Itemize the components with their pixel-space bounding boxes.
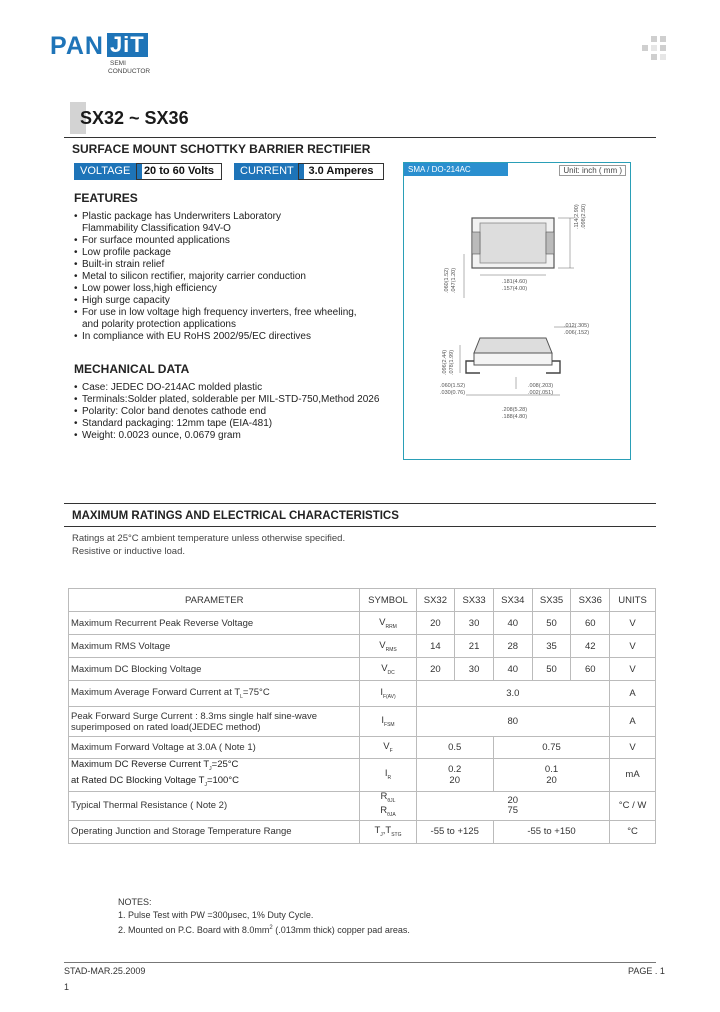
list-item: • Low power loss,high efficiency: [74, 283, 357, 295]
value-cell: 42: [571, 635, 610, 658]
param-cell: Maximum Recurrent Peak Reverse Voltage: [69, 612, 360, 635]
ratings-note-2: Resistive or inductive load.: [72, 546, 185, 557]
page-title: SX32 ~ SX36: [80, 108, 189, 128]
list-item: • In compliance with EU RoHS 2002/95/EC directives: [74, 331, 357, 343]
features-heading: FEATURES: [74, 191, 138, 205]
value-cell: 50: [532, 612, 571, 635]
list-item: • Metal to silicon rectifier, majority carrier conduction: [74, 271, 357, 283]
unit-cell: A: [610, 681, 656, 707]
logo-subtitle: [108, 60, 150, 76]
table-row: [69, 658, 656, 681]
param-cell: Typical Thermal Resistance ( Note 2): [69, 791, 360, 820]
header-sx34: SX34: [493, 589, 532, 612]
ratings-heading: MAXIMUM RATINGS AND ELECTRICAL CHARACTERISTICS: [72, 510, 399, 522]
value-cell: 50: [532, 658, 571, 681]
value-cell: -55 to +150: [493, 820, 609, 843]
symbol-cell: $V_{RRM}$: [360, 612, 416, 635]
logo-sub-semi: SEMI: [110, 60, 126, 67]
header-sx32: SX32: [416, 589, 455, 612]
dim-label: .060(1.52) .030(0.76): [440, 383, 466, 396]
footer-date: STAD-MAR.25.2009: [64, 966, 146, 976]
value-cell: 20 75: [416, 791, 610, 820]
list-item: and polarity protection applications: [82, 319, 236, 330]
footer-rule: [64, 962, 656, 963]
value-cell: 40: [493, 658, 532, 681]
current-value: 3.0 Amperes: [298, 163, 384, 180]
dim-label: .060(1.52) .047(1.20): [444, 267, 457, 293]
symbol-cell: $V_F$: [360, 737, 416, 759]
value-cell: 0.2 20: [416, 759, 493, 792]
header-units: UNITS: [610, 589, 656, 612]
unit-cell: V: [610, 635, 656, 658]
unit-cell: V: [610, 612, 656, 635]
title-rule: [64, 137, 656, 138]
notes-heading: NOTES:: [118, 897, 152, 907]
table-row: [69, 791, 656, 820]
subtitle: SURFACE MOUNT SCHOTTKY BARRIER RECTIFIER: [72, 142, 371, 156]
value-cell: 20: [416, 658, 455, 681]
value-cell: 0.1 20: [493, 759, 609, 792]
param-cell: Peak Forward Surge Current : 8.3ms single half sine-wave superimposed on rated load(JEDEC method): [69, 707, 360, 737]
note-1: 1. Pulse Test with PW =300μsec, 1% Duty Cycle.: [118, 910, 314, 920]
list-item: • For surface mounted applications: [74, 235, 357, 247]
dim-label: .208(5.28) .188(4.80): [502, 407, 528, 420]
panjit-logo: [50, 32, 148, 61]
dim-label: .012(.305) .006(.152): [564, 323, 590, 336]
value-cell: 30: [455, 612, 494, 635]
footer-number: 1: [64, 982, 70, 992]
value-cell: 3.0: [416, 681, 610, 707]
value-cell: 21: [455, 635, 494, 658]
list-item: • Built-in strain relief: [74, 259, 357, 271]
value-cell: 0.5: [416, 737, 493, 759]
table-row: [69, 635, 656, 658]
list-item: • Weight: 0.0023 ounce, 0.0679 gram: [74, 430, 379, 442]
value-cell: 60: [571, 658, 610, 681]
voltage-value: 20 to 60 Volts: [136, 163, 222, 180]
package-outline-box: [403, 162, 631, 460]
logo-sub-conductor: CONDUCTOR: [108, 68, 151, 75]
table-row: [69, 737, 656, 759]
value-cell: 30: [455, 658, 494, 681]
param-cell: Maximum DC Reverse Current $T_J=25^\circ C$ at Rated DC Blocking Voltage $T_J=100^\circ C$: [69, 759, 360, 792]
param-cell: Maximum DC Blocking Voltage: [69, 658, 360, 681]
param-cell: Maximum Average Forward Current at $T_L=75^\circ C$: [69, 681, 360, 707]
dim-label: .096(2.44) .078(1.99): [442, 349, 455, 375]
package-name: SMA / DO-214AC: [404, 163, 508, 176]
symbol-cell: $I_R$: [360, 759, 416, 792]
value-cell: 14: [416, 635, 455, 658]
voltage-label: VOLTAGE: [74, 163, 142, 180]
list-item: • Standard packaging: 12mm tape (EIA-481): [74, 418, 379, 430]
value-cell: 28: [493, 635, 532, 658]
symbol-cell: $I_{FSM}$: [360, 707, 416, 737]
table-header-row: [69, 589, 656, 612]
table-row: [69, 681, 656, 707]
symbol-cell: $I_{F(AV)}$: [360, 681, 416, 707]
symbol-cell: $T_J,T_{STG}$: [360, 820, 416, 843]
value-cell: 0.75: [493, 737, 609, 759]
list-item: • High surge capacity: [74, 295, 357, 307]
param-cell: Maximum RMS Voltage: [69, 635, 360, 658]
table-row: [69, 759, 656, 792]
ratings-table: [68, 588, 656, 844]
list-item: • For use in low voltage high frequency inverters, free wheeling,: [74, 307, 357, 319]
decorative-dots: [640, 36, 668, 64]
header-symbol: SYMBOL: [360, 589, 416, 612]
symbol-cell: $V_{RMS}$: [360, 635, 416, 658]
list-item: • Terminals:Solder plated, solderable per MIL-STD-750,Method 2026: [74, 394, 379, 406]
unit-cell: mA: [610, 759, 656, 792]
header-sx35: SX35: [532, 589, 571, 612]
package-unit: Unit: inch ( mm ): [559, 165, 626, 176]
unit-cell: A: [610, 707, 656, 737]
list-item: • Low profile package: [74, 247, 357, 259]
unit-cell: °C / W: [610, 791, 656, 820]
header-sx36: SX36: [571, 589, 610, 612]
unit-cell: °C: [610, 820, 656, 843]
features-list: [74, 211, 357, 343]
mechanical-list: [74, 382, 379, 442]
mechanical-heading: MECHANICAL DATA: [74, 362, 190, 376]
value-cell: 35: [532, 635, 571, 658]
dim-label: .114(2.90) .098(2.50): [574, 203, 587, 229]
notes: [118, 896, 410, 937]
unit-cell: V: [610, 737, 656, 759]
header-parameter: PARAMETER: [69, 589, 360, 612]
param-cell: Maximum Forward Voltage at 3.0A ( Note 1): [69, 737, 360, 759]
value-cell: 20: [416, 612, 455, 635]
dim-label: .008(.203) .002(.051): [528, 383, 554, 396]
unit-cell: V: [610, 658, 656, 681]
dim-label: .181(4.60) .157(4.00): [502, 279, 528, 292]
logo-jit-text: JiT: [107, 33, 148, 57]
value-cell: 80: [416, 707, 610, 737]
table-row: [69, 820, 656, 843]
current-label: CURRENT: [234, 163, 304, 180]
header-sx33: SX33: [455, 589, 494, 612]
value-cell: 60: [571, 612, 610, 635]
ratings-note-1: Ratings at 25°C ambient temperature unless otherwise specified.: [72, 533, 346, 544]
ratings-rule-top: [64, 503, 656, 504]
table-row: [69, 707, 656, 737]
list-item: • Polarity: Color band denotes cathode end: [74, 406, 379, 418]
footer-page: PAGE . 1: [628, 966, 665, 976]
logo-pan-text: PAN: [50, 32, 104, 60]
value-cell: 40: [493, 612, 532, 635]
note-2: 2. Mounted on P.C. Board with $8.0mm^2$ (.013mm thick) copper pad areas.: [118, 925, 410, 935]
list-item: Flammability Classification 94V-O: [82, 223, 231, 234]
table-row: [69, 612, 656, 635]
list-item: • Case: JEDEC DO-214AC molded plastic: [74, 382, 379, 394]
symbol-cell: $V_{DC}$: [360, 658, 416, 681]
symbol-cell: $R_{\theta JL}$ $R_{\theta JA}$: [360, 791, 416, 820]
param-cell: Operating Junction and Storage Temperature Range: [69, 820, 360, 843]
ratings-rule-bottom: [64, 526, 656, 527]
list-item: • Plastic package has Underwriters Laboratory: [74, 211, 357, 223]
value-cell: -55 to +125: [416, 820, 493, 843]
